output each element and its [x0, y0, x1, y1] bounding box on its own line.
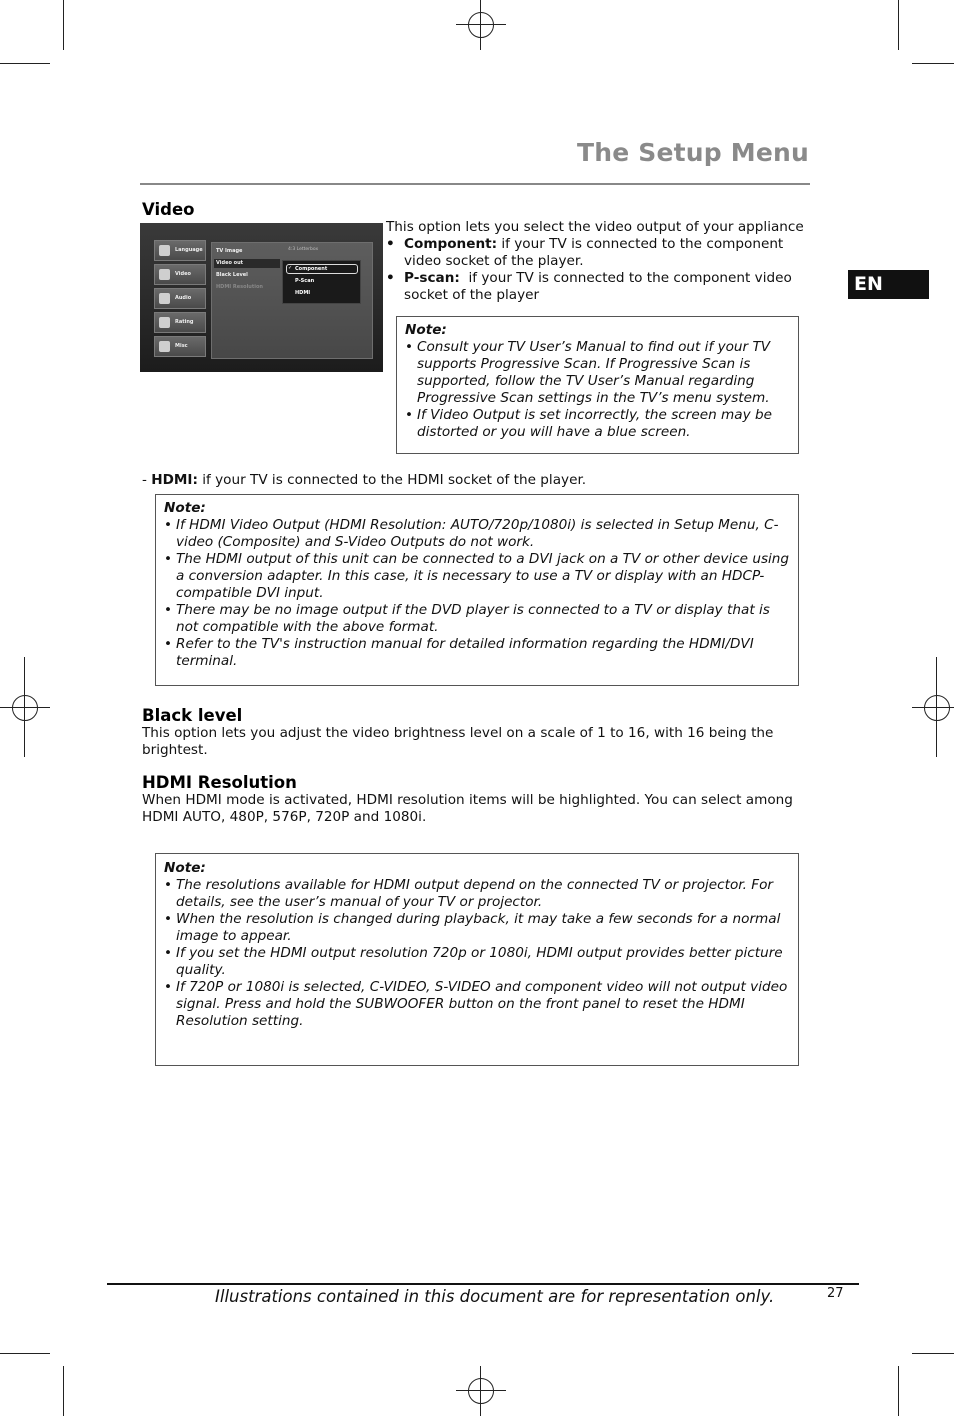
- list-item: • Consult your TV User’s Manual to find out if your TV supports Progressive Scan. If Progressive Scan is supported, follow the TV User’s Manual regarding Progressive Scan settings in the TV’s menu system.: [405, 339, 790, 407]
- tv-menu-illustration: [140, 223, 383, 372]
- crop-mark-bottom-left-v: [63, 1366, 64, 1416]
- page-number: 27: [827, 1286, 844, 1301]
- list-item: • The resolutions available for HDMI output depend on the connected TV or projector. For details, see the user’s manual of your TV or projector.: [164, 877, 790, 911]
- tv-sub-item-hdmi: HDMI: [295, 290, 311, 296]
- note-label: Note:: [164, 500, 206, 516]
- registration-mark-left: [0, 657, 50, 757]
- page-title: The Setup Menu: [576, 138, 809, 167]
- tv-side-item-audio: Audio: [154, 288, 206, 309]
- title-divider: [140, 183, 810, 185]
- note-label: Note:: [164, 860, 206, 876]
- hdmi-resolution-note-box: [155, 853, 799, 1066]
- registration-mark-right: [912, 657, 954, 757]
- list-item: • The HDMI output of this unit can be connected to a DVI jack on a TV or other device using a conversion adapter. In this case, it is necessary to use a TV or display with an HDCP-compatible DVI input.: [164, 551, 790, 602]
- tv-sub-item-component: Component: [295, 266, 328, 272]
- registration-mark-bottom: [456, 1366, 506, 1416]
- crop-mark-top-right-h: [912, 63, 954, 64]
- hdmi-note-box: [155, 494, 799, 686]
- hdmi-resolution-text: When HDMI mode is activated, HDMI resolution items will be highlighted. You can select among HDMI AUTO, 480P, 576P, 720P and 1080i.: [142, 792, 793, 825]
- tv-video-panel: [211, 242, 373, 359]
- misc-icon: [159, 341, 170, 352]
- tv-panel-item-video-out: Video out: [216, 260, 244, 266]
- list-item: • P-scan: if your TV is connected to the component video socket of the player: [386, 270, 806, 304]
- black-level-heading: Black level: [142, 706, 243, 725]
- tv-panel-item-tv-image: TV Image: [216, 248, 243, 254]
- footer-divider: [107, 1283, 859, 1285]
- crop-mark-bottom-right-v: [898, 1366, 899, 1416]
- video-heading: Video: [142, 200, 195, 219]
- tv-panel-item-hdmi-resolution: HDMI Resolution: [216, 284, 263, 290]
- list-item: • Component: if your TV is connected to the component video socket of the player.: [386, 236, 806, 270]
- video-options-list: [386, 236, 806, 304]
- tv-side-item-language: Language: [154, 240, 206, 261]
- hdmi-term: HDMI:: [151, 472, 198, 488]
- tv-side-item-misc: Misc: [154, 336, 206, 357]
- audio-icon: [159, 293, 170, 304]
- list-item: • When the resolution is changed during playback, it may take a few seconds for a normal image to appear.: [164, 911, 790, 945]
- list-item: • If HDMI Video Output (HDMI Resolution: AUTO/720p/1080i) is selected in Setup Menu, C-video (Composite) and S-Video Outputs do not work.: [164, 517, 790, 551]
- registration-mark-top: [456, 0, 506, 50]
- tv-side-item-video: Video: [154, 264, 206, 285]
- crop-mark-bottom-left-h: [0, 1353, 50, 1354]
- video-intro: This option lets you select the video output of your appliance: [386, 219, 804, 235]
- language-badge: EN: [848, 270, 929, 299]
- rating-icon: [159, 317, 170, 328]
- tv-panel-item-black-level: Black Level: [216, 272, 248, 278]
- video-note-box: [396, 316, 799, 454]
- list-item: • If Video Output is set incorrectly, the screen may be distorted or you will have a blue screen.: [405, 407, 790, 441]
- tv-video-out-submenu: [282, 260, 361, 304]
- check-icon: ✓: [288, 265, 293, 271]
- video-icon: [159, 269, 170, 280]
- note-label: Note:: [405, 322, 447, 338]
- list-item: • There may be no image output if the DVD player is connected to a TV or display that is not compatible with the above format.: [164, 602, 790, 636]
- hdmi-resolution-heading: HDMI Resolution: [142, 773, 297, 792]
- crop-mark-top-right-v: [898, 0, 899, 50]
- video-description: [386, 219, 806, 304]
- crop-mark-top-left-v: [63, 0, 64, 50]
- tv-letterbox-value: 4:3 Letterbox: [288, 247, 319, 252]
- list-item: • If you set the HDMI output resolution 720p or 1080i, HDMI output provides better picture quality.: [164, 945, 790, 979]
- list-item: • Refer to the TV's instruction manual for detailed information regarding the HDMI/DVI terminal.: [164, 636, 790, 670]
- crop-mark-top-left-h: [0, 63, 50, 64]
- tv-sub-item-pscan: P-Scan: [295, 278, 315, 284]
- tv-side-item-rating: Rating: [154, 312, 206, 333]
- black-level-text: This option lets you adjust the video brightness level on a scale of 1 to 16, with 16 being the brightest.: [142, 725, 774, 758]
- language-icon: [159, 245, 170, 256]
- hdmi-option-line: - HDMI: if your TV is connected to the HDMI socket of the player.: [142, 472, 587, 488]
- crop-mark-bottom-right-h: [912, 1353, 954, 1354]
- footer-disclaimer: Illustrations contained in this document are for representation only.: [215, 1287, 775, 1306]
- list-item: • If 720P or 1080i is selected, C-VIDEO, S-VIDEO and component video will not output video signal. Press and hold the SUBWOOFER button on the front panel to reset the HDMI Resolution setting.: [164, 979, 790, 1030]
